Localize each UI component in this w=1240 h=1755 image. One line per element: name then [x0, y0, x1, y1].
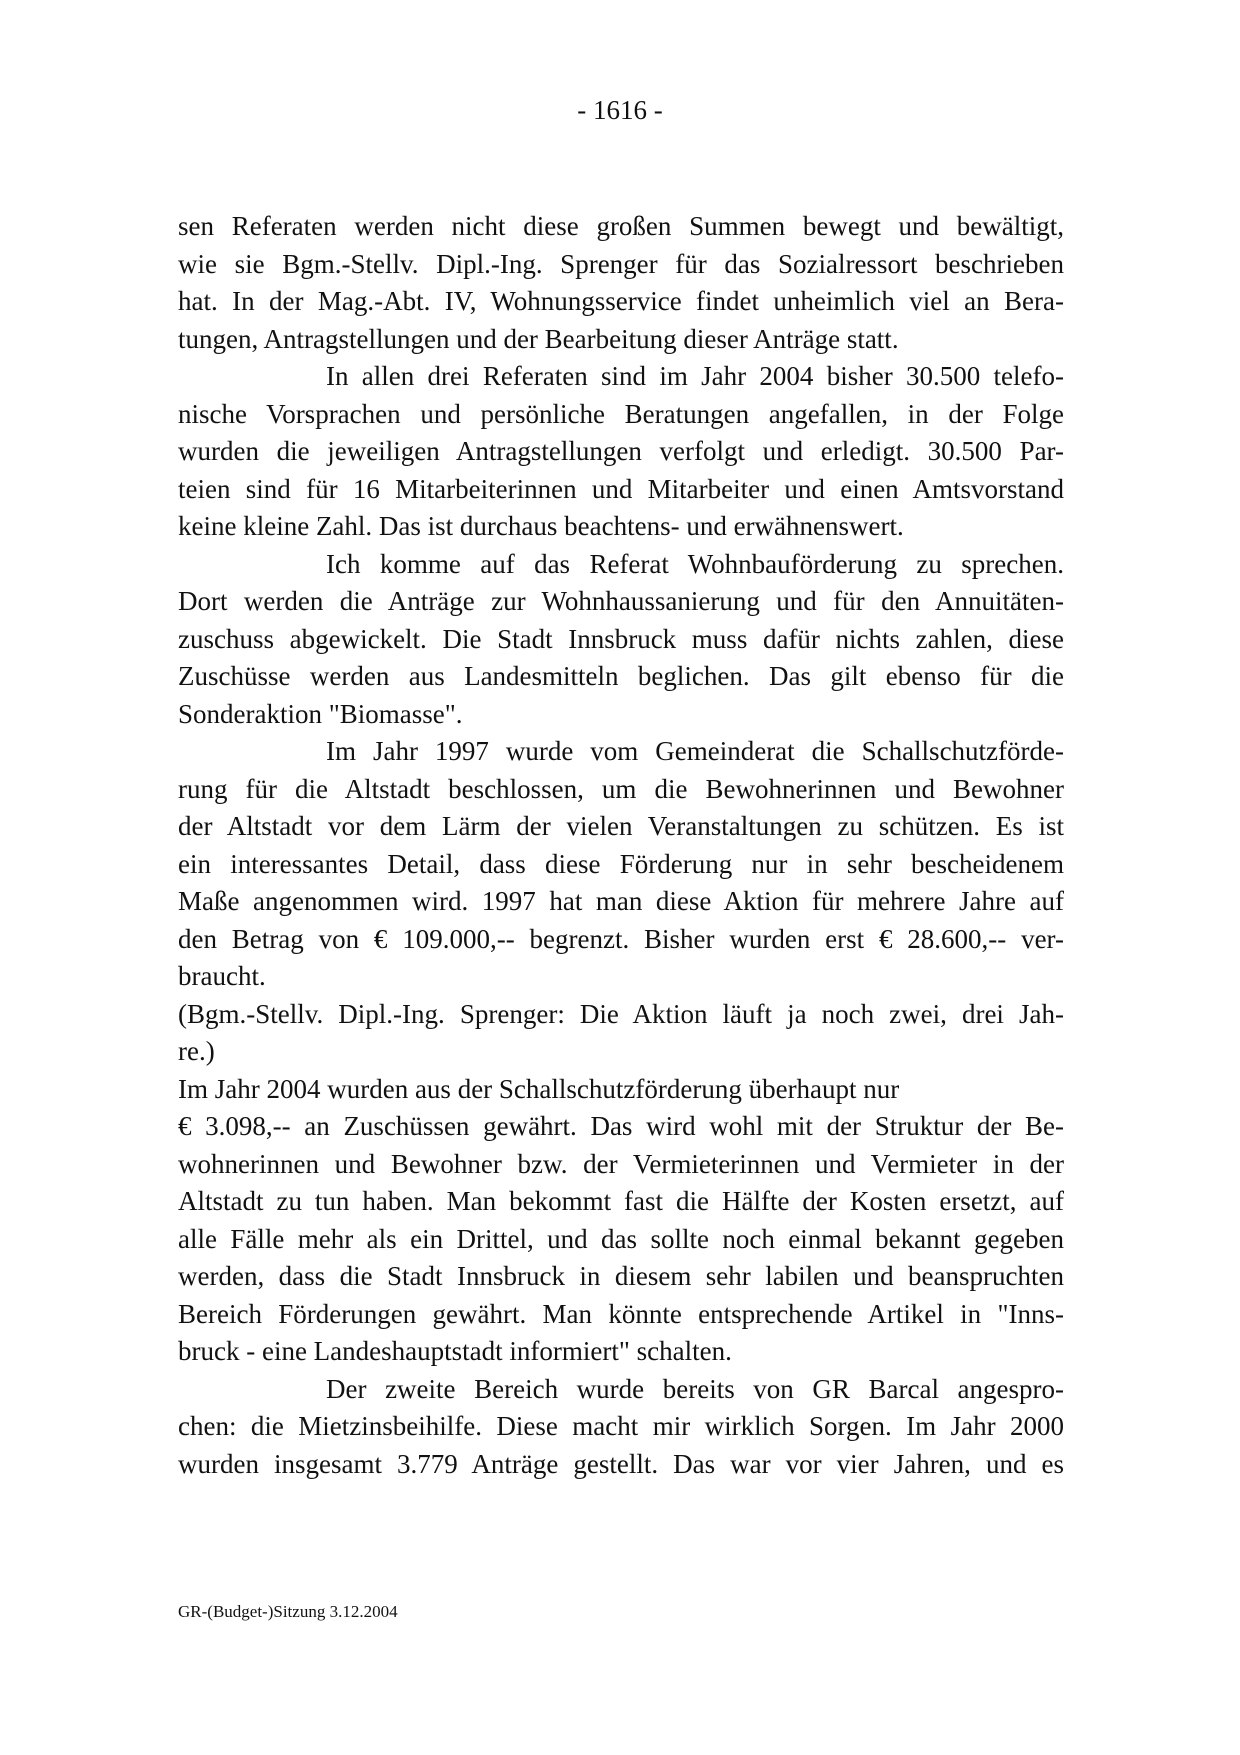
text-line: wohnerinnen und Bewohner bzw. der Vermieterinnen und Vermieter in der — [178, 1148, 1064, 1179]
text-line: rung für die Altstadt beschlossen, um die Bewohnerinnen und Bewohner — [178, 773, 1064, 804]
text-line: bruck - eine Landeshauptstadt informiert" schalten. — [178, 1336, 732, 1366]
text-line: € 3.098,-- an Zuschüssen gewährt. Das wird wohl mit der Struktur der Be- — [178, 1111, 1064, 1141]
text-line: wurden die jeweiligen Antragstellungen verfolgt und erledigt. 30.500 Par- — [178, 436, 1064, 466]
text-line: tungen, Antragstellungen und der Bearbeitung dieser Anträge statt. — [178, 323, 899, 354]
text-line: Maße angenommen wird. 1997 hat man diese Aktion für mehrere Jahre auf — [178, 886, 1064, 916]
text-line: werden, dass die Stadt Innsbruck in diesem sehr labilen und beanspruchten — [178, 1261, 1064, 1291]
text-line: sen Referaten werden nicht diese großen Summen bewegt und bewältigt, — [178, 211, 1064, 241]
page-number: - 1616 - — [577, 95, 663, 125]
text-line: Ich komme auf das Referat Wohnbauförderung zu sprechen. — [326, 548, 1064, 579]
text-line: teien sind für 16 Mitarbeiterinnen und Mitarbeiter und einen Amtsvorstand — [178, 473, 1064, 504]
text-line: Altstadt zu tun haben. Man bekommt fast die Hälfte der Kosten ersetzt, auf — [178, 1186, 1064, 1216]
text-line: Zuschüsse werden aus Landesmitteln beglichen. Das gilt ebenso für die — [178, 661, 1064, 691]
text-line: alle Fälle mehr als ein Drittel, und das sollte noch einmal bekannt gegeben — [178, 1223, 1064, 1254]
text-line: re.) — [178, 1036, 215, 1066]
text-line: keine kleine Zahl. Das ist durchaus beachtens- und erwähnenswert. — [178, 511, 904, 541]
text-line: Der zweite Bereich wurde bereits von GR Barcal angespro- — [326, 1373, 1064, 1404]
text-line: der Altstadt vor dem Lärm der vielen Veranstaltungen zu schützen. Es ist — [178, 811, 1064, 841]
text-line: wie sie Bgm.-Stellv. Dipl.-Ing. Sprenger für das Sozialressort beschrieben — [178, 248, 1064, 279]
text-line: Sonderaktion "Biomasse". — [178, 698, 463, 729]
text-line: hat. In der Mag.-Abt. IV, Wohnungsservice findet unheimlich viel an Bera- — [178, 286, 1064, 316]
text-line: chen: die Mietzinsbeihilfe. Diese macht mir wirklich Sorgen. Im Jahr 2000 — [178, 1411, 1064, 1441]
text-line: wurden insgesamt 3.779 Anträge gestellt. Das war vor vier Jahren, und es — [178, 1448, 1064, 1479]
page-footer: GR-(Budget-)Sitzung 3.12.2004 — [178, 1602, 398, 1621]
text-line: Bereich Förderungen gewährt. Man könnte entsprechende Artikel in "Inns- — [178, 1298, 1064, 1329]
text-line: Im Jahr 2004 wurden aus der Schallschutzförderung überhaupt nur — [178, 1073, 900, 1104]
text-line: (Bgm.-Stellv. Dipl.-Ing. Sprenger: Die Aktion läuft ja noch zwei, drei Jah- — [178, 998, 1064, 1029]
text-line: den Betrag von € 109.000,-- begrenzt. Bisher wurden erst € 28.600,-- ver- — [178, 923, 1064, 954]
text-line: nische Vorsprachen und persönliche Beratungen angefallen, in der Folge — [178, 398, 1064, 429]
document-body — [178, 208, 1064, 1483]
text-line: In allen drei Referaten sind im Jahr 2004 bisher 30.500 telefo- — [326, 361, 1064, 391]
text-line: Dort werden die Anträge zur Wohnhaussanierung und für den Annuitäten- — [178, 586, 1064, 616]
text-line: ein interessantes Detail, dass diese Förderung nur in sehr bescheidenem — [178, 848, 1064, 879]
text-line: braucht. — [178, 961, 266, 991]
text-line: zuschuss abgewickelt. Die Stadt Innsbruck muss dafür nichts zahlen, diese — [178, 623, 1064, 654]
text-line: Im Jahr 1997 wurde vom Gemeinderat die Schallschutzförde- — [326, 736, 1064, 766]
